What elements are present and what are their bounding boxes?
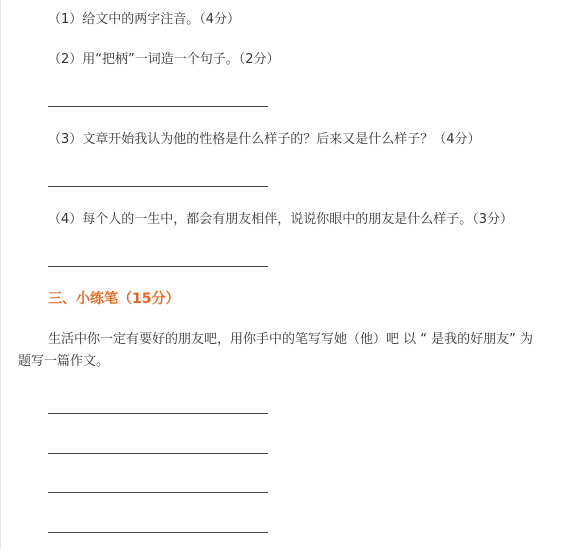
section-3-title: 三、小练笔（15分） (48, 291, 180, 307)
essay-line-1 (48, 413, 268, 414)
answer-line-q3 (48, 186, 268, 187)
section-3-prompt-line-1: 生活中你一定有要好的朋友吧，用你手中的笔写写她（他）吧 以 “ 是我的好朋友” 为 (48, 332, 533, 347)
question-1: （1）给文中的两字注音。（4分） (48, 12, 241, 27)
essay-line-3 (48, 492, 268, 493)
answer-line-q4 (48, 266, 268, 267)
question-4: （4）每个人的一生中，都会有朋友相伴，说说你眼中的朋友是什么样子。（3分） (48, 212, 514, 227)
answer-line-q2 (48, 106, 268, 107)
question-3: （3）文章开始我认为他的性格是什么样子的？后来又是什么样子？（4分） (48, 132, 481, 147)
essay-line-4 (48, 532, 268, 533)
page-left-border (0, 0, 1, 549)
essay-line-2 (48, 453, 268, 454)
question-2: （2）用“把柄”一词造一个句子。（2分） (48, 52, 280, 67)
section-3-prompt-line-2: 题写一篇作文。 (18, 354, 110, 369)
